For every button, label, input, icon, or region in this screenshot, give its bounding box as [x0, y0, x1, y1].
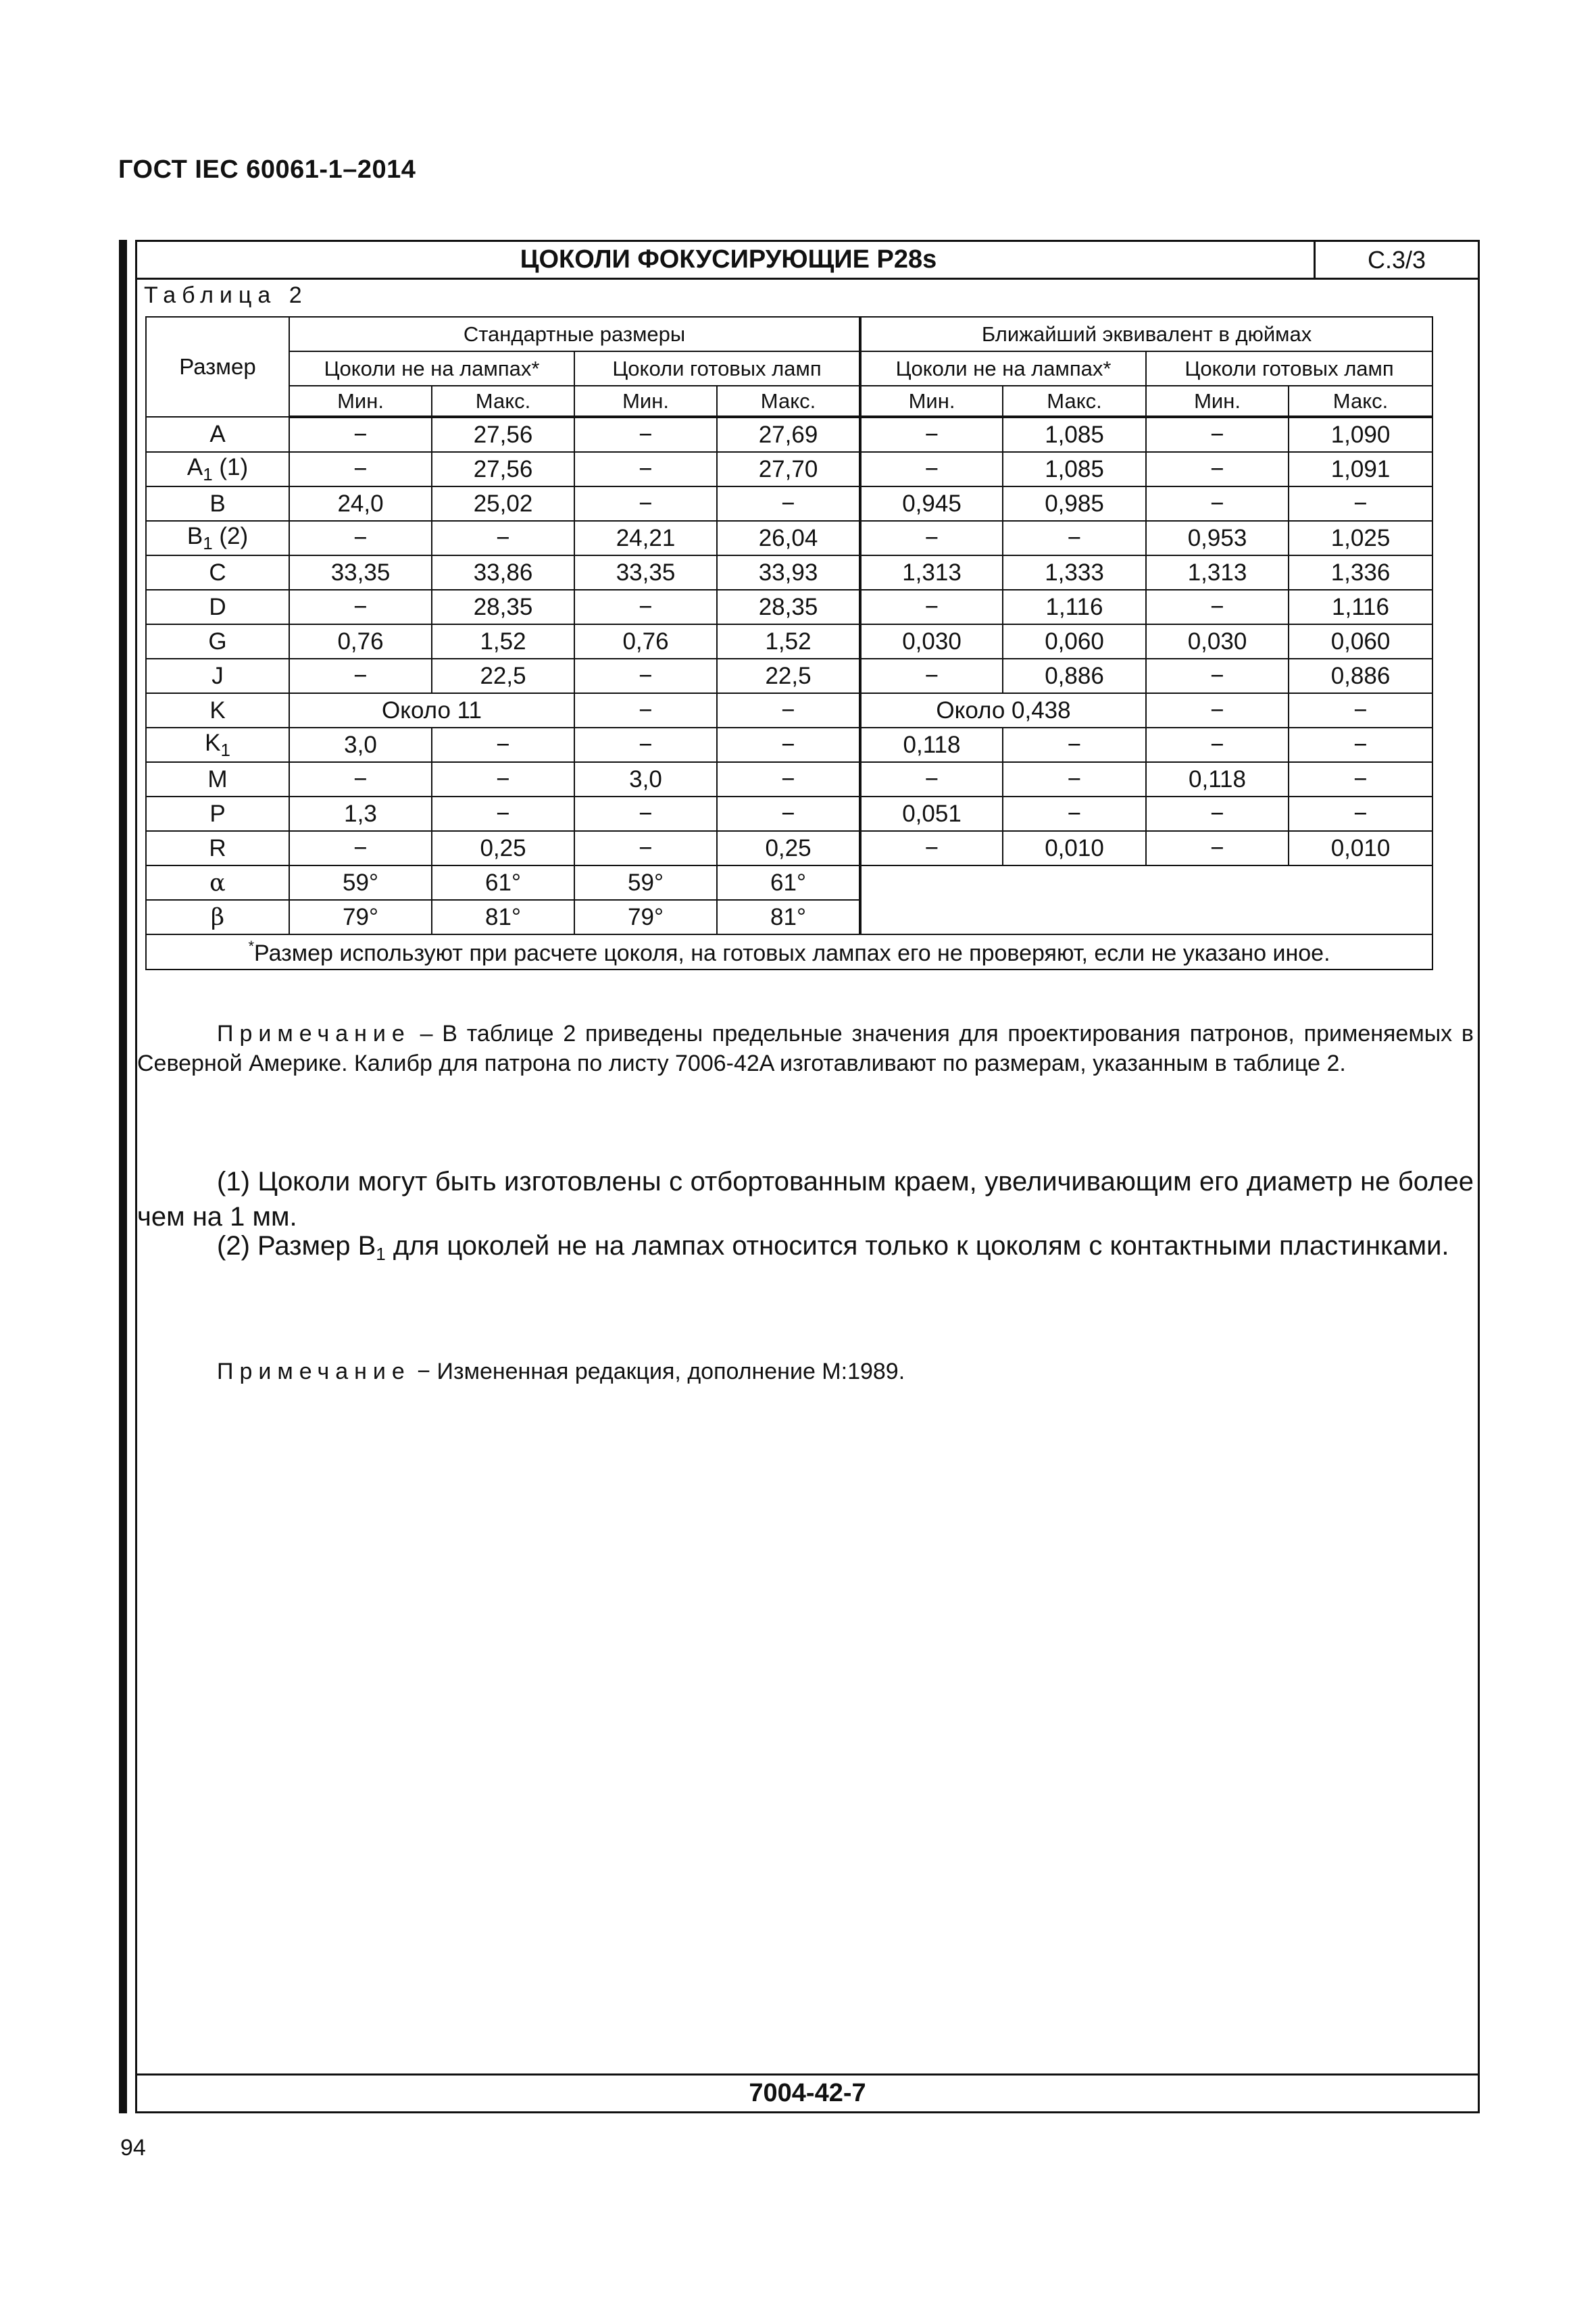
- value-cell: 0,051: [860, 797, 1003, 831]
- table-row: [146, 728, 1432, 762]
- value-cell: 1,313: [1146, 555, 1289, 590]
- size-suffix: (2): [212, 522, 249, 549]
- size-letter: P: [209, 800, 226, 827]
- table-row: [146, 452, 1432, 486]
- size-subscript: 1: [220, 739, 230, 760]
- value-cell: −: [1146, 797, 1289, 831]
- value-cell: 1,336: [1289, 555, 1432, 590]
- value-cell: 1,091: [1289, 452, 1432, 486]
- size-cell: [146, 865, 289, 900]
- value-cell: 1,116: [1289, 590, 1432, 624]
- value-cell: −: [860, 659, 1003, 693]
- value-cell: 1,52: [432, 624, 574, 659]
- size-letter: B: [209, 490, 226, 517]
- value-cell: −: [289, 590, 432, 624]
- document-code: ГОСТ IEC 60061-1–2014: [118, 155, 416, 184]
- value-cell: −: [1146, 590, 1289, 624]
- size-cell: [146, 762, 289, 797]
- value-cell: 28,35: [432, 590, 574, 624]
- footnote-mark: *: [248, 937, 255, 955]
- value-cell: −: [1003, 762, 1146, 797]
- value-cell: 0,030: [860, 624, 1003, 659]
- value-cell: 33,35: [289, 555, 432, 590]
- value-cell: −: [432, 728, 574, 762]
- size-cell: [146, 831, 289, 865]
- table-row: [146, 624, 1432, 659]
- value-cell: −: [1146, 831, 1289, 865]
- size-letter: A: [209, 421, 226, 447]
- value-cell: 33,86: [432, 555, 574, 590]
- table-body-lower: [146, 728, 1432, 865]
- size-letter: D: [209, 593, 226, 620]
- value-cell: −: [1003, 521, 1146, 555]
- fn2-pre: (2) Размер B: [217, 1231, 376, 1261]
- value-cell: Около 0,438: [860, 693, 1146, 728]
- table-row: [146, 555, 1432, 590]
- value-cell: 0,76: [289, 624, 432, 659]
- value-cell: 1,52: [717, 624, 860, 659]
- size-letter: α: [209, 869, 226, 897]
- header-std-not-on-lamps: Цоколи не на лампах*: [289, 351, 574, 386]
- table-row: [146, 797, 1432, 831]
- value-cell: 79°: [289, 900, 432, 934]
- size-letter: R: [209, 834, 226, 861]
- value-cell: −: [1289, 728, 1432, 762]
- size-suffix: (1): [212, 453, 249, 480]
- value-cell: 26,04: [717, 521, 860, 555]
- table-row: [146, 417, 1432, 452]
- value-cell: 1,313: [860, 555, 1003, 590]
- value-cell: 25,02: [432, 486, 574, 521]
- note-2-text: − Измененная редакция, дополнение М:1989.: [410, 1359, 905, 1384]
- value-cell: −: [289, 417, 432, 452]
- value-cell: −: [717, 797, 860, 831]
- value-cell: 0,010: [1289, 831, 1432, 865]
- value-cell: 0,118: [860, 728, 1003, 762]
- value-cell: −: [1146, 659, 1289, 693]
- value-cell: −: [574, 452, 717, 486]
- value-cell: 81°: [432, 900, 574, 934]
- value-cell: 0,953: [1146, 521, 1289, 555]
- value-cell: 3,0: [574, 762, 717, 797]
- footnote-1: (1) Цоколи могут быть изготовлены с отбортованным краем, увеличивающим его диаметр не более чем на 1 мм.: [137, 1167, 1474, 1232]
- dimensions-table: [145, 316, 1433, 970]
- header-min: Мин.: [574, 386, 717, 417]
- header-max: Макс.: [1289, 386, 1432, 417]
- value-cell: 81°: [717, 900, 860, 934]
- table-row: [146, 693, 1432, 728]
- sheet-title: ЦОКОЛИ ФОКУСИРУЮЩИЕ P28s: [520, 245, 937, 274]
- value-cell: −: [574, 831, 717, 865]
- size-cell: [146, 624, 289, 659]
- header-std-finished: Цоколи готовых ламп: [574, 351, 860, 386]
- header-min: Мин.: [1146, 386, 1289, 417]
- value-cell: −: [1289, 693, 1432, 728]
- table-row: [146, 865, 1432, 900]
- sheet-left-bar: [119, 240, 127, 2113]
- value-cell: 0,945: [860, 486, 1003, 521]
- value-cell: −: [717, 693, 860, 728]
- value-cell: 24,21: [574, 521, 717, 555]
- value-cell: −: [1289, 797, 1432, 831]
- value-cell: 0,886: [1289, 659, 1432, 693]
- value-cell: −: [860, 831, 1003, 865]
- size-cell: [146, 728, 289, 762]
- table-row: [146, 590, 1432, 624]
- value-cell: −: [860, 452, 1003, 486]
- value-cell: 22,5: [432, 659, 574, 693]
- size-cell: [146, 521, 289, 555]
- value-cell: 0,76: [574, 624, 717, 659]
- value-cell: −: [432, 521, 574, 555]
- value-cell: −: [574, 693, 717, 728]
- value-cell: −: [574, 728, 717, 762]
- value-cell: 24,0: [289, 486, 432, 521]
- value-cell: 27,56: [432, 417, 574, 452]
- header-inch-equivalent: Ближайший эквивалент в дюймах: [860, 317, 1432, 351]
- size-cell: [146, 452, 289, 486]
- value-cell: 3,0: [289, 728, 432, 762]
- table-footnote: [146, 934, 1432, 970]
- value-cell: −: [1146, 728, 1289, 762]
- sheet-title-row: [137, 242, 1478, 280]
- value-cell: 0,25: [432, 831, 574, 865]
- value-cell: 1,090: [1289, 417, 1432, 452]
- value-cell: −: [1289, 486, 1432, 521]
- value-cell: 1,333: [1003, 555, 1146, 590]
- page-number: 94: [120, 2135, 146, 2161]
- header-razmer: Размер: [146, 317, 289, 417]
- note-2: [137, 1357, 1480, 1386]
- size-subscript: 1: [203, 463, 213, 484]
- value-cell: −: [574, 417, 717, 452]
- table-row: [146, 486, 1432, 521]
- value-cell: −: [574, 797, 717, 831]
- header-standard-sizes: Стандартные размеры: [289, 317, 860, 351]
- value-cell: 0,886: [1003, 659, 1146, 693]
- value-cell: 22,5: [717, 659, 860, 693]
- value-cell: 1,116: [1003, 590, 1146, 624]
- value-cell: 61°: [717, 865, 860, 900]
- size-letter: K: [205, 729, 221, 756]
- header-min: Мин.: [289, 386, 432, 417]
- header-max: Макс.: [717, 386, 860, 417]
- value-cell: 0,985: [1003, 486, 1146, 521]
- value-cell: −: [1146, 452, 1289, 486]
- value-cell: −: [289, 762, 432, 797]
- value-cell: 27,69: [717, 417, 860, 452]
- size-letter: β: [210, 903, 225, 931]
- standard-sheet: [135, 240, 1480, 2113]
- value-cell: −: [432, 797, 574, 831]
- value-cell: 27,56: [432, 452, 574, 486]
- value-cell: −: [860, 417, 1003, 452]
- value-cell: 27,70: [717, 452, 860, 486]
- value-cell: −: [1146, 486, 1289, 521]
- value-cell: −: [574, 486, 717, 521]
- size-letter: C: [209, 559, 226, 586]
- value-cell: 0,010: [1003, 831, 1146, 865]
- note-word: Примечание: [217, 1021, 411, 1047]
- header-inch-not-on-lamps: Цоколи не на лампах*: [860, 351, 1146, 386]
- value-cell: −: [289, 521, 432, 555]
- value-cell: −: [574, 659, 717, 693]
- value-cell: −: [289, 659, 432, 693]
- table-row: [146, 659, 1432, 693]
- size-cell: [146, 590, 289, 624]
- value-cell: 59°: [574, 865, 717, 900]
- table-label: Таблица 2: [144, 282, 308, 308]
- value-cell: 59°: [289, 865, 432, 900]
- header-max: Макс.: [1003, 386, 1146, 417]
- size-cell: [146, 555, 289, 590]
- value-cell: 79°: [574, 900, 717, 934]
- value-cell: −: [574, 590, 717, 624]
- note-1: [137, 1019, 1480, 1078]
- value-cell: 0,118: [1146, 762, 1289, 797]
- value-cell: −: [717, 486, 860, 521]
- value-cell: 1,085: [1003, 417, 1146, 452]
- value-cell: 33,35: [574, 555, 717, 590]
- note-word: Примечание: [217, 1359, 411, 1384]
- header-max: Макс.: [432, 386, 574, 417]
- value-cell: −: [289, 452, 432, 486]
- size-cell: [146, 486, 289, 521]
- value-cell: −: [717, 762, 860, 797]
- size-cell: [146, 797, 289, 831]
- value-cell: −: [1003, 797, 1146, 831]
- footnote-2: [137, 1228, 1474, 1272]
- header-min: Мин.: [860, 386, 1003, 417]
- value-cell: 28,35: [717, 590, 860, 624]
- header-inch-finished: Цоколи готовых ламп: [1146, 351, 1432, 386]
- value-cell: −: [1146, 693, 1289, 728]
- size-letter: G: [208, 628, 227, 655]
- sheet-footer-code: 7004-42-7: [137, 2073, 1478, 2111]
- value-cell: 0,25: [717, 831, 860, 865]
- fn2-post: для цоколей не на лампах относится только к цоколям с контактными пластинками.: [385, 1231, 1449, 1261]
- value-cell: 1,3: [289, 797, 432, 831]
- value-cell: −: [717, 728, 860, 762]
- empty-block: [860, 865, 1432, 934]
- value-cell: 1,025: [1289, 521, 1432, 555]
- note-1-text: – В таблице 2 приведены предельные значения для проектирования патронов, применяемых в Северной Америке. Калибр для патрона по листу 7006-42A изготавливают по размерам, указанным в таблице 2.: [137, 1021, 1474, 1076]
- table-body-angles: [146, 865, 1432, 934]
- value-cell: −: [860, 521, 1003, 555]
- value-cell: −: [1003, 728, 1146, 762]
- value-cell: 0,030: [1146, 624, 1289, 659]
- value-cell: 1,085: [1003, 452, 1146, 486]
- table-row: [146, 762, 1432, 797]
- table-row: [146, 521, 1432, 555]
- value-cell: −: [432, 762, 574, 797]
- size-cell: K: [146, 693, 289, 728]
- value-cell: 33,93: [717, 555, 860, 590]
- value-cell: 61°: [432, 865, 574, 900]
- size-letter: B: [186, 522, 203, 549]
- fn2-sub: 1: [376, 1244, 386, 1264]
- value-cell: −: [860, 590, 1003, 624]
- size-subscript: 1: [203, 532, 213, 553]
- size-cell: [146, 417, 289, 452]
- value-cell: Около 11: [289, 693, 574, 728]
- size-cell: [146, 900, 289, 934]
- table-body-main: [146, 417, 1432, 693]
- value-cell: −: [860, 762, 1003, 797]
- value-cell: 0,060: [1003, 624, 1146, 659]
- size-cell: [146, 659, 289, 693]
- value-cell: −: [1146, 417, 1289, 452]
- footnote-text: Размер используют при расчете цоколя, на готовых лампах его не проверяют, если не указано иное.: [254, 940, 1330, 966]
- value-cell: −: [1289, 762, 1432, 797]
- size-letter: M: [207, 765, 228, 793]
- value-cell: 0,060: [1289, 624, 1432, 659]
- value-cell: −: [289, 831, 432, 865]
- size-letter: A: [186, 453, 203, 480]
- size-letter: J: [211, 662, 224, 689]
- table-row: [146, 831, 1432, 865]
- sheet-page-ref: С.3/3: [1314, 242, 1478, 278]
